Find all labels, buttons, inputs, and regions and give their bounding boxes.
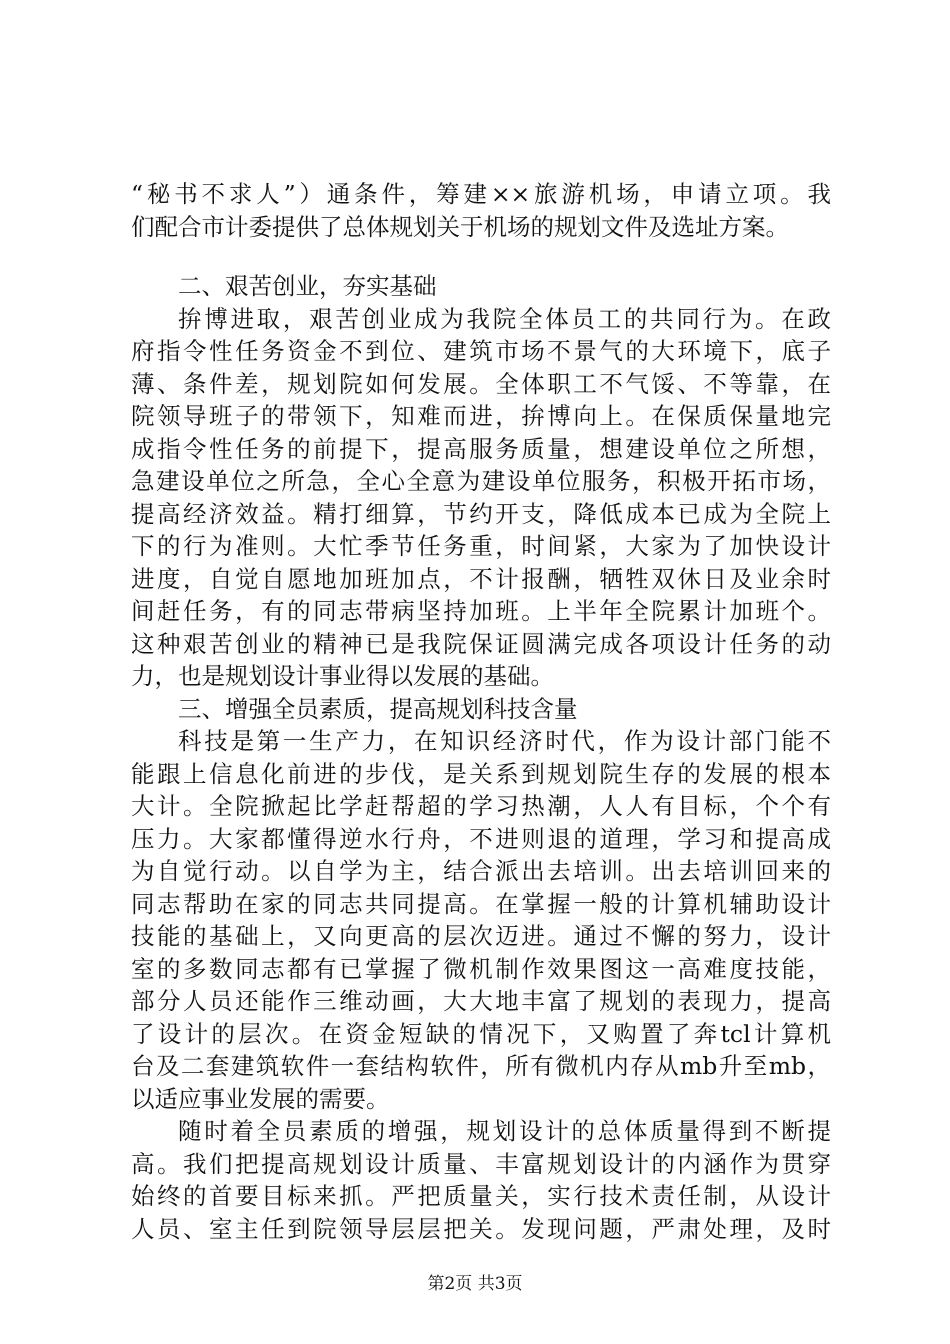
text-line: 成指令性任务的前提下，提高服务质量，想建设单位之所想，	[131, 434, 831, 463]
text-line: 力，也是规划设计事业得以发展的基础。	[131, 662, 554, 690]
text-line: 这种艰苦创业的精神已是我院保证圆满完成各项设计任务的动	[131, 629, 831, 658]
text-line: 拚博进取，艰苦创业成为我院全体员工的共同行为。在政	[178, 304, 831, 333]
text-line: 了设计的层次。在资金短缺的情况下，又购置了奔tcl计算机	[131, 1019, 831, 1048]
text-line: 们配合市计委提供了总体规划关于机场的规划文件及选址方案。	[131, 212, 789, 241]
text-line: 压力。大家都懂得逆水行舟，不进则退的道理，学习和提高成	[131, 824, 831, 853]
text-line: 能跟上信息化前进的步伐，是关系到规划院生存的发展的根本	[131, 759, 831, 788]
document-body	[131, 178, 831, 1245]
text-line: 人员、室主任到院领导层层把关。发现问题，严肃处理，及时	[131, 1214, 831, 1243]
text-line: 室的多数同志都有已掌握了微机制作效果图这一高难度技能，	[131, 954, 831, 983]
text-line: 间赶任务，有的同志带病坚持加班。上半年全院累计加班个。	[131, 597, 831, 625]
text-line: 下的行为准则。大忙季节任务重，时间紧，大家为了加快设计	[131, 532, 831, 560]
section-heading: 二、艰苦创业，夯实基础	[178, 272, 437, 300]
text-line: 为自觉行动。以自学为主，结合派出去培训。出去培训回来的	[131, 857, 831, 885]
page-footer	[0, 1273, 950, 1295]
text-line: 薄、条件差，规划院如何发展。全体职工不气馁、不等靠，在	[131, 369, 831, 398]
text-line: 以适应事业发展的需要。	[131, 1084, 390, 1113]
text-line: 部分人员还能作三维动画，大大地丰富了规划的表现力，提高	[131, 987, 831, 1015]
text-line: 府指令性任务资金不到位、建筑市场不景气的大环境下，底子	[131, 337, 831, 365]
text-line: “秘书不求人”）通条件，筹建××旅游机场，申请立项。我	[131, 180, 831, 208]
text-line: 急建设单位之所急，全心全意为建设单位服务，积极开拓市场，	[131, 467, 831, 495]
text-line: 大计。全院掀起比学赶帮超的学习热潮，人人有目标，个个有	[131, 792, 831, 820]
text-line: 始终的首要目标来抓。严把质量关，实行技术责任制，从设计	[131, 1182, 831, 1210]
text-line: 高。我们把提高规划设计质量、丰富规划设计的内涵作为贯穿	[131, 1149, 831, 1178]
text-line: 台及二套建筑软件一套结构软件，所有微机内存从mb升至mb，	[131, 1052, 831, 1080]
text-line: 同志帮助在家的同志共同提高。在掌握一般的计算机辅助设计	[131, 889, 831, 918]
text-line: 院领导班子的带领下，知难而进，拚博向上。在保质保量地完	[131, 402, 831, 430]
page-number: 第2页 共3页	[427, 1274, 523, 1294]
section-heading: 三、增强全员素质，提高规划科技含量	[178, 694, 578, 723]
text-line: 提高经济效益。精打细算，节约开支，降低成本已成为全院上	[131, 499, 831, 528]
paragraph-gap	[131, 243, 831, 270]
text-line: 科技是第一生产力，在知识经济时代，作为设计部门能不	[178, 727, 831, 755]
text-line: 随时着全员素质的增强，规划设计的总体质量得到不断提	[178, 1117, 831, 1145]
text-line: 进度，自觉自愿地加班加点，不计报酬，牺牲双休日及业余时	[131, 564, 831, 593]
text-line: 技能的基础上，又向更高的层次迈进。通过不懈的努力，设计	[131, 922, 831, 950]
